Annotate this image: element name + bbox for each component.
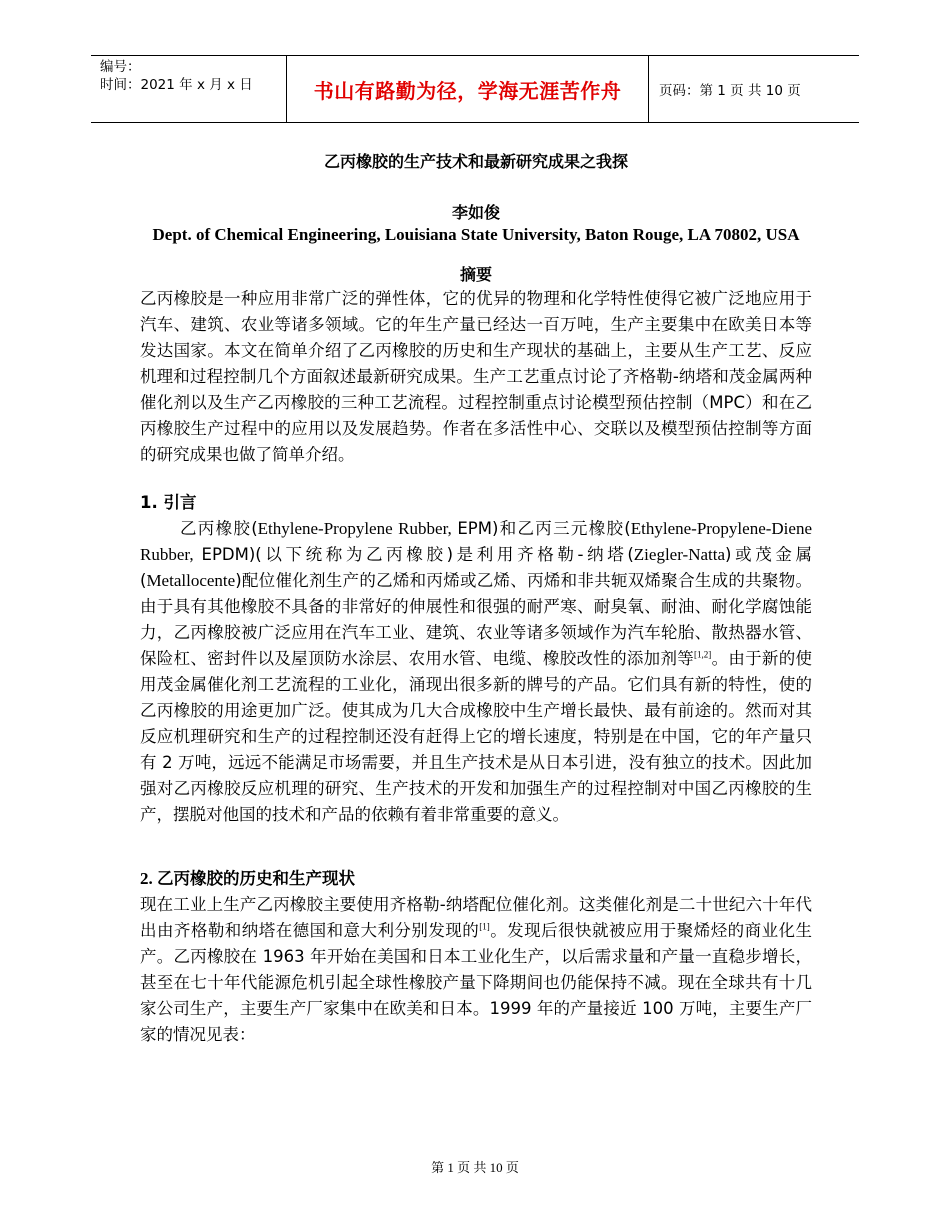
section-2-paragraph: 现在工业上生产乙丙橡胶主要使用齐格勒-纳塔配位催化剂。这类催化剂是二十世纪六十年代出由齐格勒和纳塔在德国和意大利分别发现的[1]。发现后很快就被应用于聚烯烃的商业化生产。乙丙橡胶在 1963 年开始在美国和日本工业化生产，以后需求量和产量一直稳步增长，甚至在七十年代能源危机引起全球性橡胶产量下降期间也仍能保持不减。现在全球共有十几家公司生产，主要生产厂家集中在欧美和日本。1999 年的产量接近 100 万吨，主要生产厂家的情况见表： [140, 895, 813, 1044]
abstract-text: 乙丙橡胶是一种应用非常广泛的弹性体，它的优异的物理和化学特性使得它被广泛地应用于汽车、建筑、农业等诸多领域。它的年生产量已经达一百万吨，生产主要集中在欧美日本等发达国家。本文在简单介绍了乙丙橡胶的历史和生产现状的基础上，主要从生产工艺、反应机理和过程控制几个方面叙述最新研究成果。生产工艺重点讨论了齐格勒-纳塔和茂金属两种催化剂以及生产乙丙橡胶的三种工艺流程。过程控制重点讨论模型预估控制（MPC）和在乙丙橡胶生产过程中的应用以及发展趋势。作者在多活性中心、交联以及模型预估控制等方面的研究成果也做了简单介绍。 [140, 289, 812, 464]
author-affiliation: Dept. of Chemical Engineering, Louisiana State University, Baton Rouge, LA 70802, USA [152, 225, 800, 244]
header-motto: 书山有路勤为径，学海无涯苦作舟 [287, 56, 649, 122]
section-1-heading: 1. 引言 [140, 493, 197, 512]
document-body [140, 140, 812, 1048]
header-page-label: 页码：第 1 页 共 10 页 [659, 83, 801, 99]
citation-ref: [1,2] [694, 649, 712, 660]
time-label: 时间：2021 年 x 月 x 日 [100, 77, 253, 93]
section-2-heading: 2. 乙丙橡胶的历史和生产现状 [140, 869, 355, 888]
section-1-paragraph: 乙丙橡胶(Ethylene-Propylene Rubber, EPM)和乙丙三元橡胶(Ethylene-Propylene-Diene Rubber, EPDM)(以下统称为乙丙橡胶)是利用齐格勒-纳塔(Ziegler-Natta)或茂金属(Metallocente)配位催化剂生产的乙烯和丙烯或乙烯、丙烯和非共轭双烯聚合生成的共聚物。由于具有其他橡胶不具备的非常好的伸展性和很强的耐严寒、耐臭氧、耐油、耐化学腐蚀能力，乙丙橡胶被广泛应用在汽车工业、建筑、农业等诸多领域作为汽车轮胎、散热器水管、保险杠、密封件以及屋顶防水涂层、农用水管、电缆、橡胶改性的添加剂等[1,2]。由于新的使用茂金属催化剂工艺流程的工业化，涌现出很多新的牌号的产品。它们具有新的特性，使的乙丙橡胶的用途更加广泛。使其成为几大合成橡胶中生产增长最快、最有前途的。然而对其反应机理研究和生产的过程控制还没有赶得上它的增长速度，特别是在中国，它的年产量只有 2 万吨，远远不能满足市场需要，并且生产技术是从日本引进，没有独立的技术。因此加强对乙丙橡胶反应机理的研究、生产技术的开发和加强生产的过程控制对中国乙丙橡胶的生产，摆脱对他国的技术和产品的依赖有着非常重要的意义。 [140, 519, 813, 824]
citation-ref: [1] [479, 921, 490, 932]
document-title: 乙丙橡胶的生产技术和最新研究成果之我探 [323, 152, 628, 171]
header-meta-cell [91, 56, 287, 122]
page-header [91, 55, 859, 123]
page-footer: 第 1 页 共 10 页 [431, 1160, 519, 1175]
author-name: 李如俊 [451, 203, 500, 222]
number-label: 编号： [100, 59, 141, 75]
abstract-heading: 摘要 [459, 265, 492, 284]
